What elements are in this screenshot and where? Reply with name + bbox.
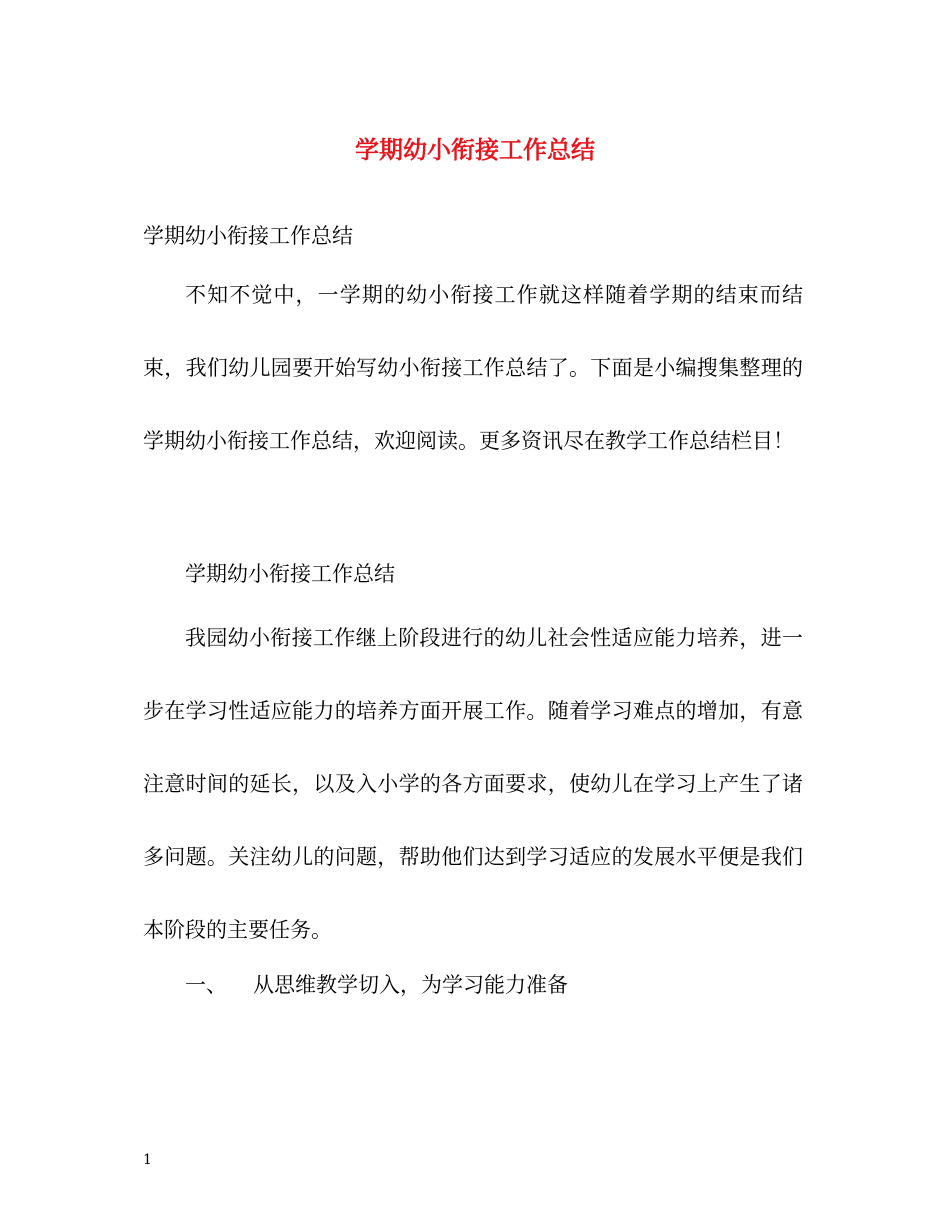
section-heading: 学期幼小衔接工作总结 [185, 562, 395, 586]
intro-paragraph: 不知不觉中，一学期的幼小衔接工作就这样随着学期的结束而结束，我们幼儿园要开始写幼小衔接工作总结了。下面是小编搜集整理的学期幼小衔接工作总结，欢迎阅读。更多资讯尽在教学工作总结栏目！ [143, 283, 803, 453]
list-item-marker: 一、 [185, 973, 227, 997]
page-number: 1 [143, 1152, 152, 1168]
list-item-1 [185, 967, 568, 1003]
body-paragraph: 我园幼小衔接工作继上阶段进行的幼儿社会性适应能力培养，进一步在学习性适应能力的培养方面开展工作。随着学习难点的增加，有意注意时间的延长，以及入小学的各方面要求，使幼儿在学习上产生了诸多问题。关注幼儿的问题，帮助他们达到学习适应的发展水平便是我们本阶段的主要任务。 [143, 626, 803, 942]
document-subtitle: 学期幼小衔接工作总结 [143, 224, 353, 248]
list-item-text: 从思维教学切入，为学习能力准备 [253, 973, 568, 997]
page-title: 学期幼小衔接工作总结 [355, 135, 595, 164]
